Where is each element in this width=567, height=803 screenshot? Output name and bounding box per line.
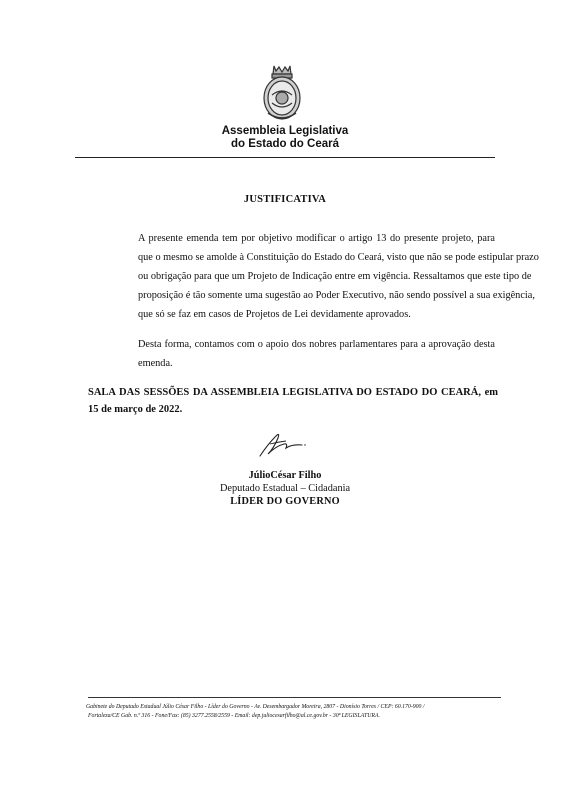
paragraph-line: A presente emenda tem por objetivo modificar o artigo 13 do presente projeto, para xyxy=(138,233,495,244)
institution-name-line1: Assembleia Legislativa xyxy=(221,125,349,137)
signer-role: Deputado Estadual – Cidadania xyxy=(219,483,351,494)
footer-address-line: Gabinete do Deputado Estadual Júlio César Filho - Líder do Governo - Av. Desembargador Moreira, 2807 - Dionísio Torres / CEP: 60.170-900 / xyxy=(86,704,425,710)
header-divider xyxy=(75,157,495,158)
paragraph-line: emenda. xyxy=(138,358,173,369)
signer-title: LÍDER DO GOVERNO xyxy=(230,496,340,507)
session-date: 15 de março de 2022. xyxy=(88,404,183,415)
session-room-statement xyxy=(88,384,498,418)
justification-paragraph-2 xyxy=(88,335,495,373)
footer-contact-line: Fortaleza/CE Gab. n.º 316 - Fone/Fax: (85) 3277.2558/2559 - Email: dep.juliocesarfilho@al.ce.gov.br - 30ª LEGISLATURA. xyxy=(88,713,380,719)
paragraph-line: proposição é tão somente uma sugestão ao Poder Executivo, não sendo possível a sua exigência, xyxy=(138,290,535,301)
signer-name: JúlioCésar Filho xyxy=(248,470,322,481)
session-room-line: SALA DAS SESSÕES DA ASSEMBLEIA LEGISLATIVA DO ESTADO DO CEARÁ, em xyxy=(88,387,498,398)
paragraph-line: Desta forma, contamos com o apoio dos nobres parlamentares para a aprovação desta xyxy=(138,339,495,350)
document-title: JUSTIFICATIVA xyxy=(243,194,327,205)
paragraph-line: que só se faz em casos de Projetos de Lei devidamente aprovados. xyxy=(138,309,411,320)
paragraph-line: que o mesmo se amolde à Constituição do Estado do Ceará, visto que não se pode estipular prazo xyxy=(138,252,539,263)
institution-name-line2: do Estado do Ceará xyxy=(231,138,339,150)
footer-divider xyxy=(88,697,501,698)
state-coat-of-arms-icon xyxy=(260,63,304,123)
justification-paragraph-1 xyxy=(88,229,539,324)
handwritten-signature xyxy=(258,430,308,460)
paragraph-line: ou obrigação para que um Projeto de Indicação entre em vigência. Ressaltamos que este tipo de xyxy=(138,271,532,282)
